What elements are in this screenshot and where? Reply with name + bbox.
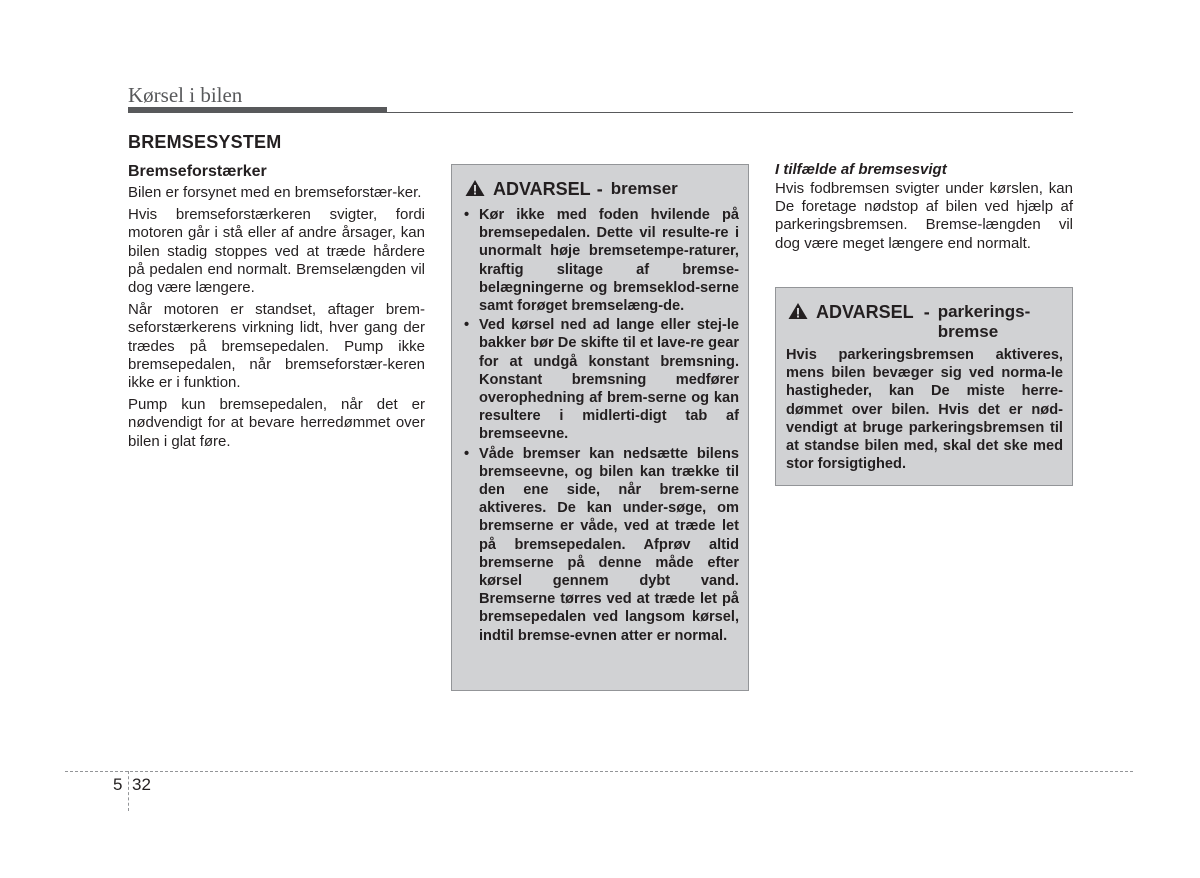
section-title: BREMSESYSTEM: [128, 132, 282, 152]
paragraph: Bilen er forsynet med en bremseforstær-ker.: [128, 184, 422, 201]
paragraph: Når motoren er standset, aftager brem-seforstærkerens virkning lidt, hver gang der trædes på bremsepedalen. Pump ikke bremsepedalen, når bremseforstær-keren ikke er i funktion.: [128, 301, 425, 392]
subheading-brake-booster: Bremseforstærker: [128, 163, 267, 180]
warning-box-brakes: [451, 164, 749, 691]
column-brake-failure: [775, 161, 1073, 257]
header-rule-thin: [387, 112, 1073, 113]
warning-label: ADVARSEL: [816, 302, 914, 322]
paragraph: Hvis bremseforstærkeren svigter, fordi motoren går i stå eller af andre årsager, kan bilen stadig stoppes ved at træde hårdere på pedalen end normalt. Bremselængden vil dog være længere.: [128, 206, 425, 297]
warning-bullet: • Kør ikke med foden hvilende på bremsepedalen. Dette vil resulte-re i unormalt høje bremsetempe-raturer, kraftig slitage af bremse-belægningerne og bremseklod-serne samt forøget bremselæng-de.: [463, 206, 739, 315]
warning-topic-line2: bremse: [937, 322, 999, 341]
warning-bullet: • Ved kørsel ned ad lange eller stej-le bakker bør De skifte til et lave-re gear for at undgå konstant bremsning. Konstant bremsning medfører overophedning af brem-serne og kan resultere i midlerti-digt tab af bremseevne.: [463, 316, 739, 443]
subheading-brake-failure: I tilfælde af bremsesvigt: [775, 161, 947, 178]
warning-box-parking-brake: [775, 287, 1073, 486]
warning-bullet: • Våde bremser kan nedsætte bilens bremseevne, og bilen kan trække til den ene side, når brem-serne aktiveres. De kan under-søge, om bremserne er våde, ved at træde let på bremsepedalen. Afprøv altid bremserne på denne måde efter kørsel gennem dybt vand. Bremserne tørres ved at træde let på bremsepedalen ved langsom kørsel, indtil bremse-evnen atter er normal.: [463, 445, 739, 645]
warning-header-parking-brake: [786, 302, 1063, 342]
page-number: 32: [132, 775, 151, 794]
paragraph: Hvis fodbremsen svigter under kørslen, kan De foretage nødstop af bilen ved hjælp af parkeringsbremsen. Bremse-længden vil dog være meget længere end normalt.: [775, 180, 1073, 252]
paragraph: Pump kun bremsepedalen, når det er nødvendigt for at bevare herredømmet over bilen i glat føre.: [128, 396, 425, 450]
warning-dash: -: [596, 179, 603, 199]
running-header: Kørsel i bilen: [128, 83, 243, 107]
header-rule-thick: [128, 107, 387, 113]
page-number-divider: [128, 771, 129, 811]
warning-text: Hvis parkeringsbremsen aktiveres, mens bilen bevæger sig ved norma-le hastigheder, kan De miste herre-dømmet over bilen. Hvis det er nød-vendigt at bruge parkeringsbremsen til at standse bilen med, skal det ske med stor forsigtighed.: [786, 347, 1063, 473]
chapter-number: 5: [113, 775, 123, 794]
warning-header-brakes: [463, 179, 739, 200]
warning-dash: -: [923, 302, 930, 322]
warning-triangle-icon: [788, 302, 808, 320]
warning-topic: bremser: [610, 179, 678, 198]
warning-triangle-icon: [465, 179, 485, 197]
column-brake-booster: [128, 163, 425, 455]
warning-topic: [938, 302, 1031, 342]
warning-bullet-list: [463, 206, 739, 645]
footer-divider: [65, 771, 1133, 772]
warning-label: ADVARSEL: [493, 179, 591, 199]
warning-topic-line1: parkerings-: [937, 302, 1031, 321]
